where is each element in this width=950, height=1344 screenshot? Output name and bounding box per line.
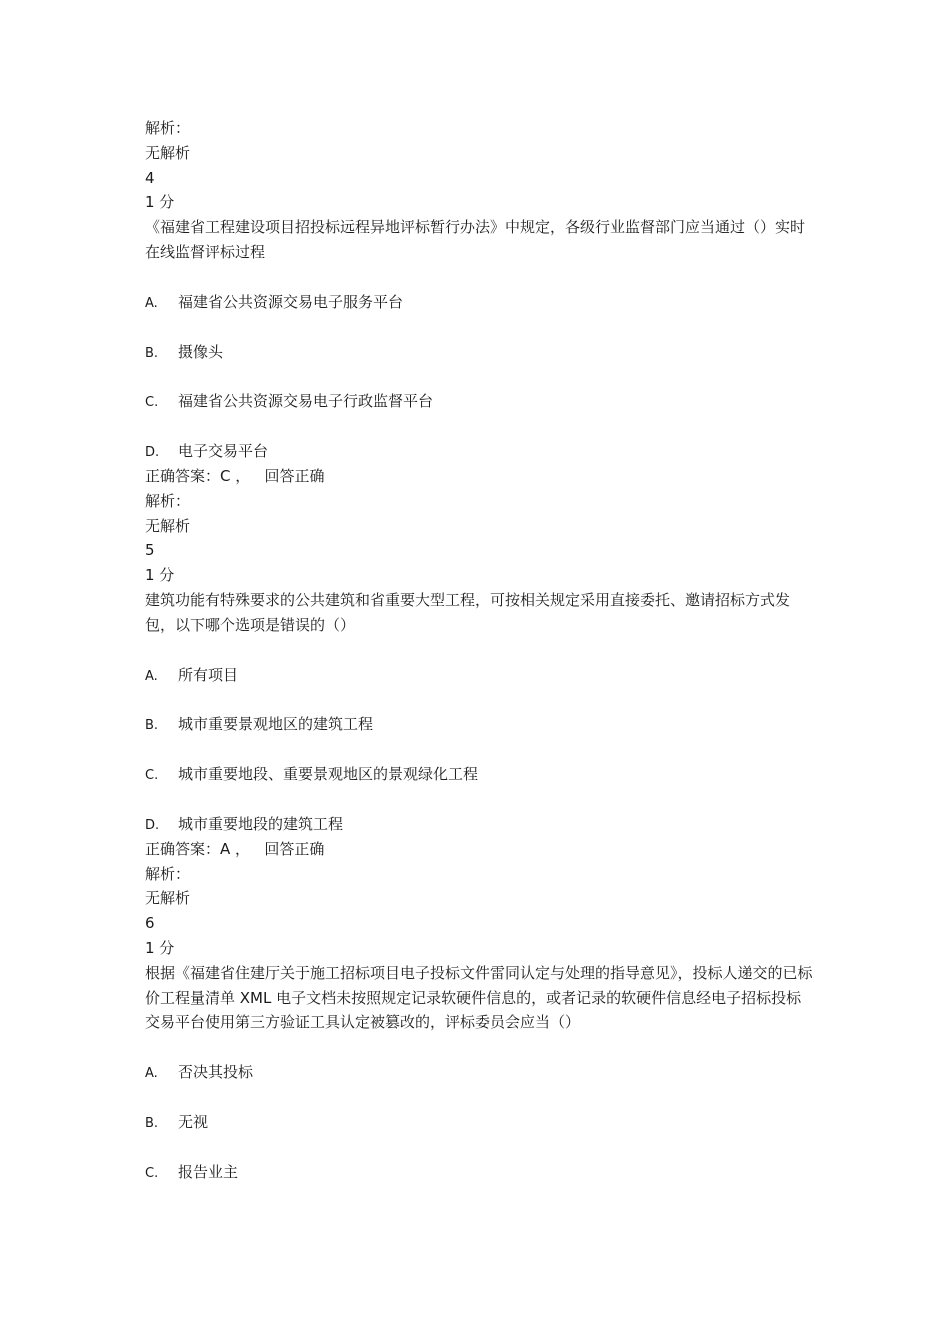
option-c (145, 1160, 815, 1185)
analysis-text: 无解析 (145, 143, 191, 162)
option-letter: A. (145, 1066, 158, 1082)
option-c (145, 389, 815, 414)
option-a (145, 1060, 815, 1085)
analysis-label: 解析： (145, 119, 191, 137)
question-number: 4 (145, 168, 155, 187)
option-c (145, 762, 815, 787)
option-text: 无视 (178, 1112, 209, 1131)
option-letter: B. (145, 718, 159, 734)
option-b (145, 712, 815, 737)
question-number: 6 (145, 914, 155, 933)
question-4 (145, 166, 815, 539)
option-a (145, 290, 815, 315)
option-letter: C. (145, 768, 159, 784)
option-letter: B. (145, 1115, 159, 1131)
question-stem: 根据《福建省住建厅关于施工招标项目电子投标文件雷同认定与处理的指导意见》，投标人递交的已标价工程量清单 XML 电子文档未按照规定记录软硬件信息的，或者记录的软硬件信息经电子招标投标交易平台使用第三方验证工具认定被篡改的，评标委员会应当（） (145, 963, 813, 1032)
option-text: 城市重要景观地区的建筑工程 (178, 715, 374, 734)
option-d (145, 439, 815, 464)
analysis-label: 解析： (145, 864, 191, 883)
option-text: 所有项目 (178, 665, 239, 684)
option-b (145, 340, 815, 365)
option-letter: A. (145, 295, 158, 311)
option-text: 报告业主 (178, 1162, 239, 1181)
option-a (145, 663, 815, 688)
answer-line: 正确答案：A ， 回答正确 (145, 839, 325, 858)
option-d (145, 812, 815, 837)
option-letter: D. (145, 817, 160, 833)
option-letter: C. (145, 395, 159, 411)
question-stem: 《福建省工程建设项目招投标远程异地评标暂行办法》中规定，各级行业监督部门应当通过（）实时在线监督评标过程 (145, 218, 806, 261)
option-text: 电子交易平台 (178, 442, 269, 461)
question-stem: 建筑功能有特殊要求的公共建筑和省重要大型工程，可按相关规定采用直接委托、邀请招标方式发包，以下哪个选项是错误的（） (145, 590, 791, 634)
option-b (145, 1110, 815, 1135)
document-page (145, 116, 815, 1185)
option-letter: A. (145, 668, 158, 684)
option-letter: D. (145, 445, 160, 461)
question-score: 1 分 (145, 193, 175, 212)
option-text: 福建省公共资源交易电子行政监督平台 (178, 392, 434, 411)
analysis-text: 无解析 (145, 889, 191, 908)
option-text: 城市重要地段、重要景观地区的景观绿化工程 (178, 765, 479, 784)
analysis-text: 无解析 (145, 516, 191, 535)
option-letter: B. (145, 345, 159, 361)
option-text: 福建省公共资源交易电子服务平台 (178, 292, 404, 311)
answer-line: 正确答案：C ， 回答正确 (145, 466, 325, 485)
question-number: 5 (145, 541, 155, 560)
analysis-label: 解析： (145, 491, 191, 510)
option-text: 否决其投标 (178, 1063, 254, 1082)
question-6 (145, 911, 815, 1184)
option-text: 摄像头 (178, 342, 224, 361)
question-5 (145, 538, 815, 911)
option-text: 城市重要地段的建筑工程 (178, 814, 344, 833)
question-score: 1 分 (145, 566, 175, 585)
question-score: 1 分 (145, 938, 175, 957)
option-letter: C. (145, 1165, 159, 1181)
